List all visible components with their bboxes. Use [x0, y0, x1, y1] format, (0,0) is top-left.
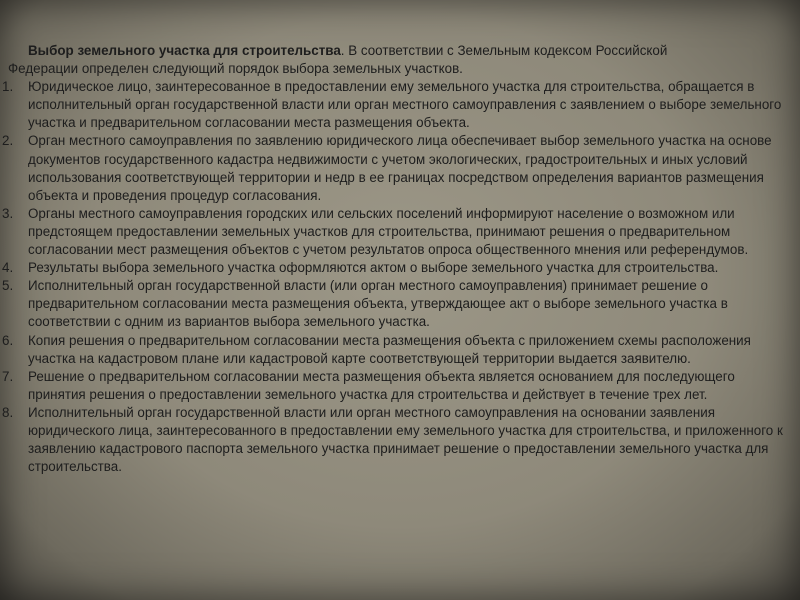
list-item-text: Орган местного самоуправления по заявлению юридического лица обеспечивает выбор земельного участка на основе документов государственного кадастра недвижимости с учетом экологических, градостроительных и иных условий использования соответствующей территории и недр в ее границах посредством определения вариантов размещения объекта и проведения процедур согласования. — [28, 133, 772, 203]
list-item — [2, 368, 792, 404]
list-item — [2, 332, 792, 368]
procedure-list — [2, 78, 792, 476]
intro-paragraph — [8, 42, 792, 60]
list-item-text: Органы местного самоуправления городских или сельских поселений информируют население о возможном или предстоящем предоставлении земельных участков для строительства, принимают решения о предварительном согласовании мест размещения объектов с учетом результатов опроса общественного мнения или референдумов. — [28, 205, 749, 258]
list-item-text: Решение о предварительном согласовании места размещения объекта является основанием для последующего принятия решения о предоставлении земельного участка для строительства и действует в течение трех лет. — [28, 368, 735, 402]
list-item-text: Юридическое лицо, заинтересованное в предоставлении ему земельного участка для строительства, обращается в исполнительный орган государственной власти или орган местного самоуправления с заявлением о выборе земельного участка и предварительном согласовании места размещения объекта. — [28, 79, 782, 131]
list-item-text: Исполнительный орган государственной власти или орган местного самоуправления на основании заявления юридического лица, заинтересованного в предоставлении ему земельного участка для строительства, и приложенного к заявлению кадастрового паспорта земельного участка принимает решение о предоставлении земельного участка для строительства. — [28, 404, 783, 475]
list-item-number: 4. — [2, 260, 14, 276]
list-item-text: Исполнительный орган государственной власти (или орган местного самоуправления) принимает решение о предварительном согласовании места размещения объекта, утверждающее акт о выборе земельного участка в соответствии с одним из вариантов выбора земельного участка. — [28, 278, 728, 330]
list-item-text: Результаты выбора земельного участка оформляются актом о выборе земельного участка для строительства. — [28, 260, 719, 276]
list-item-number: 6. — [2, 332, 14, 348]
list-item — [2, 404, 792, 476]
list-item-number: 5. — [2, 278, 14, 294]
list-item-text: Копия решения о предварительном согласовании места размещения объекта с приложением схемы расположения участка на кадастровом плане или кадастровой карте соответствующей территории выдается заявителю. — [28, 332, 751, 366]
list-item — [2, 132, 792, 204]
list-item-number: 7. — [2, 368, 14, 384]
list-item-number: 3. — [2, 205, 14, 221]
list-item-number: 1. — [2, 79, 14, 95]
slide-content — [2, 42, 792, 476]
intro-continuation: Федерации определен следующий порядок выбора земельных участков. — [8, 61, 463, 77]
list-item-number: 8. — [2, 404, 14, 420]
list-item-number: 2. — [2, 133, 14, 149]
list-item — [2, 78, 792, 132]
list-item — [2, 205, 792, 259]
intro-lead: Выбор земельного участка для строительства — [28, 43, 341, 58]
intro-rest: . В соответствии с Земельным кодексом Российской — [340, 43, 668, 58]
list-item — [2, 259, 792, 277]
list-item — [2, 277, 792, 331]
